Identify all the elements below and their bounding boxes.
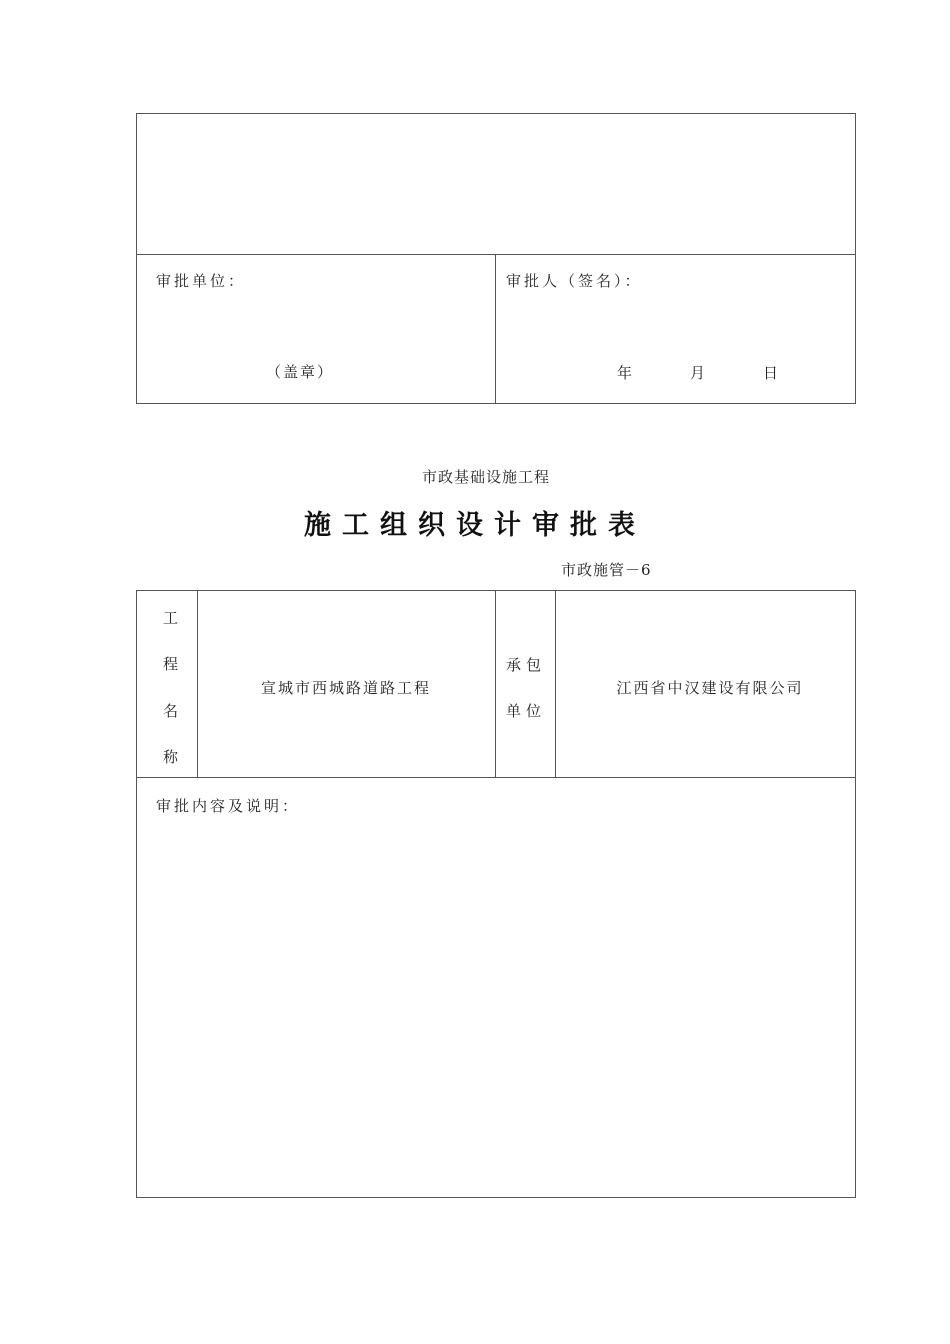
project-name-value: 宣城市西城路道路工程 [260, 679, 432, 697]
project-name-label-char: 称 [163, 748, 179, 766]
contractor-value: 江西省中汉建设有限公司 [616, 679, 804, 697]
project-name-label [163, 607, 179, 767]
content-label: 审批内容及说明： [156, 797, 301, 815]
date-day: 日 [763, 364, 782, 382]
approver-unit-label: 审批单位： [156, 272, 247, 290]
form-code: 市政施管－6 [561, 561, 652, 579]
date-month: 月 [690, 364, 709, 382]
approval-table-col-divider-2 [495, 590, 496, 778]
approval-table-col-divider-1 [197, 590, 198, 778]
date-year: 年 [617, 364, 636, 382]
project-name-label-char: 程 [163, 655, 179, 673]
approval-table-row-divider [136, 777, 856, 778]
approval-table-col-divider-3 [555, 590, 556, 778]
seal-label: （盖章） [265, 363, 335, 381]
project-name-label-char: 名 [163, 702, 179, 720]
upper-form-row-divider [136, 254, 856, 255]
upper-form-col-divider [495, 254, 496, 404]
approver-person-label: 审批人（签名）： [506, 272, 643, 290]
project-name-label-char: 工 [163, 609, 179, 627]
contractor-label-line1: 承包 [505, 656, 547, 674]
upper-form-table [136, 113, 856, 404]
form-category: 市政基础设施工程 [421, 468, 551, 486]
form-title: 施工组织设计审批表 [304, 510, 646, 541]
contractor-label-line2: 单位 [505, 702, 547, 720]
